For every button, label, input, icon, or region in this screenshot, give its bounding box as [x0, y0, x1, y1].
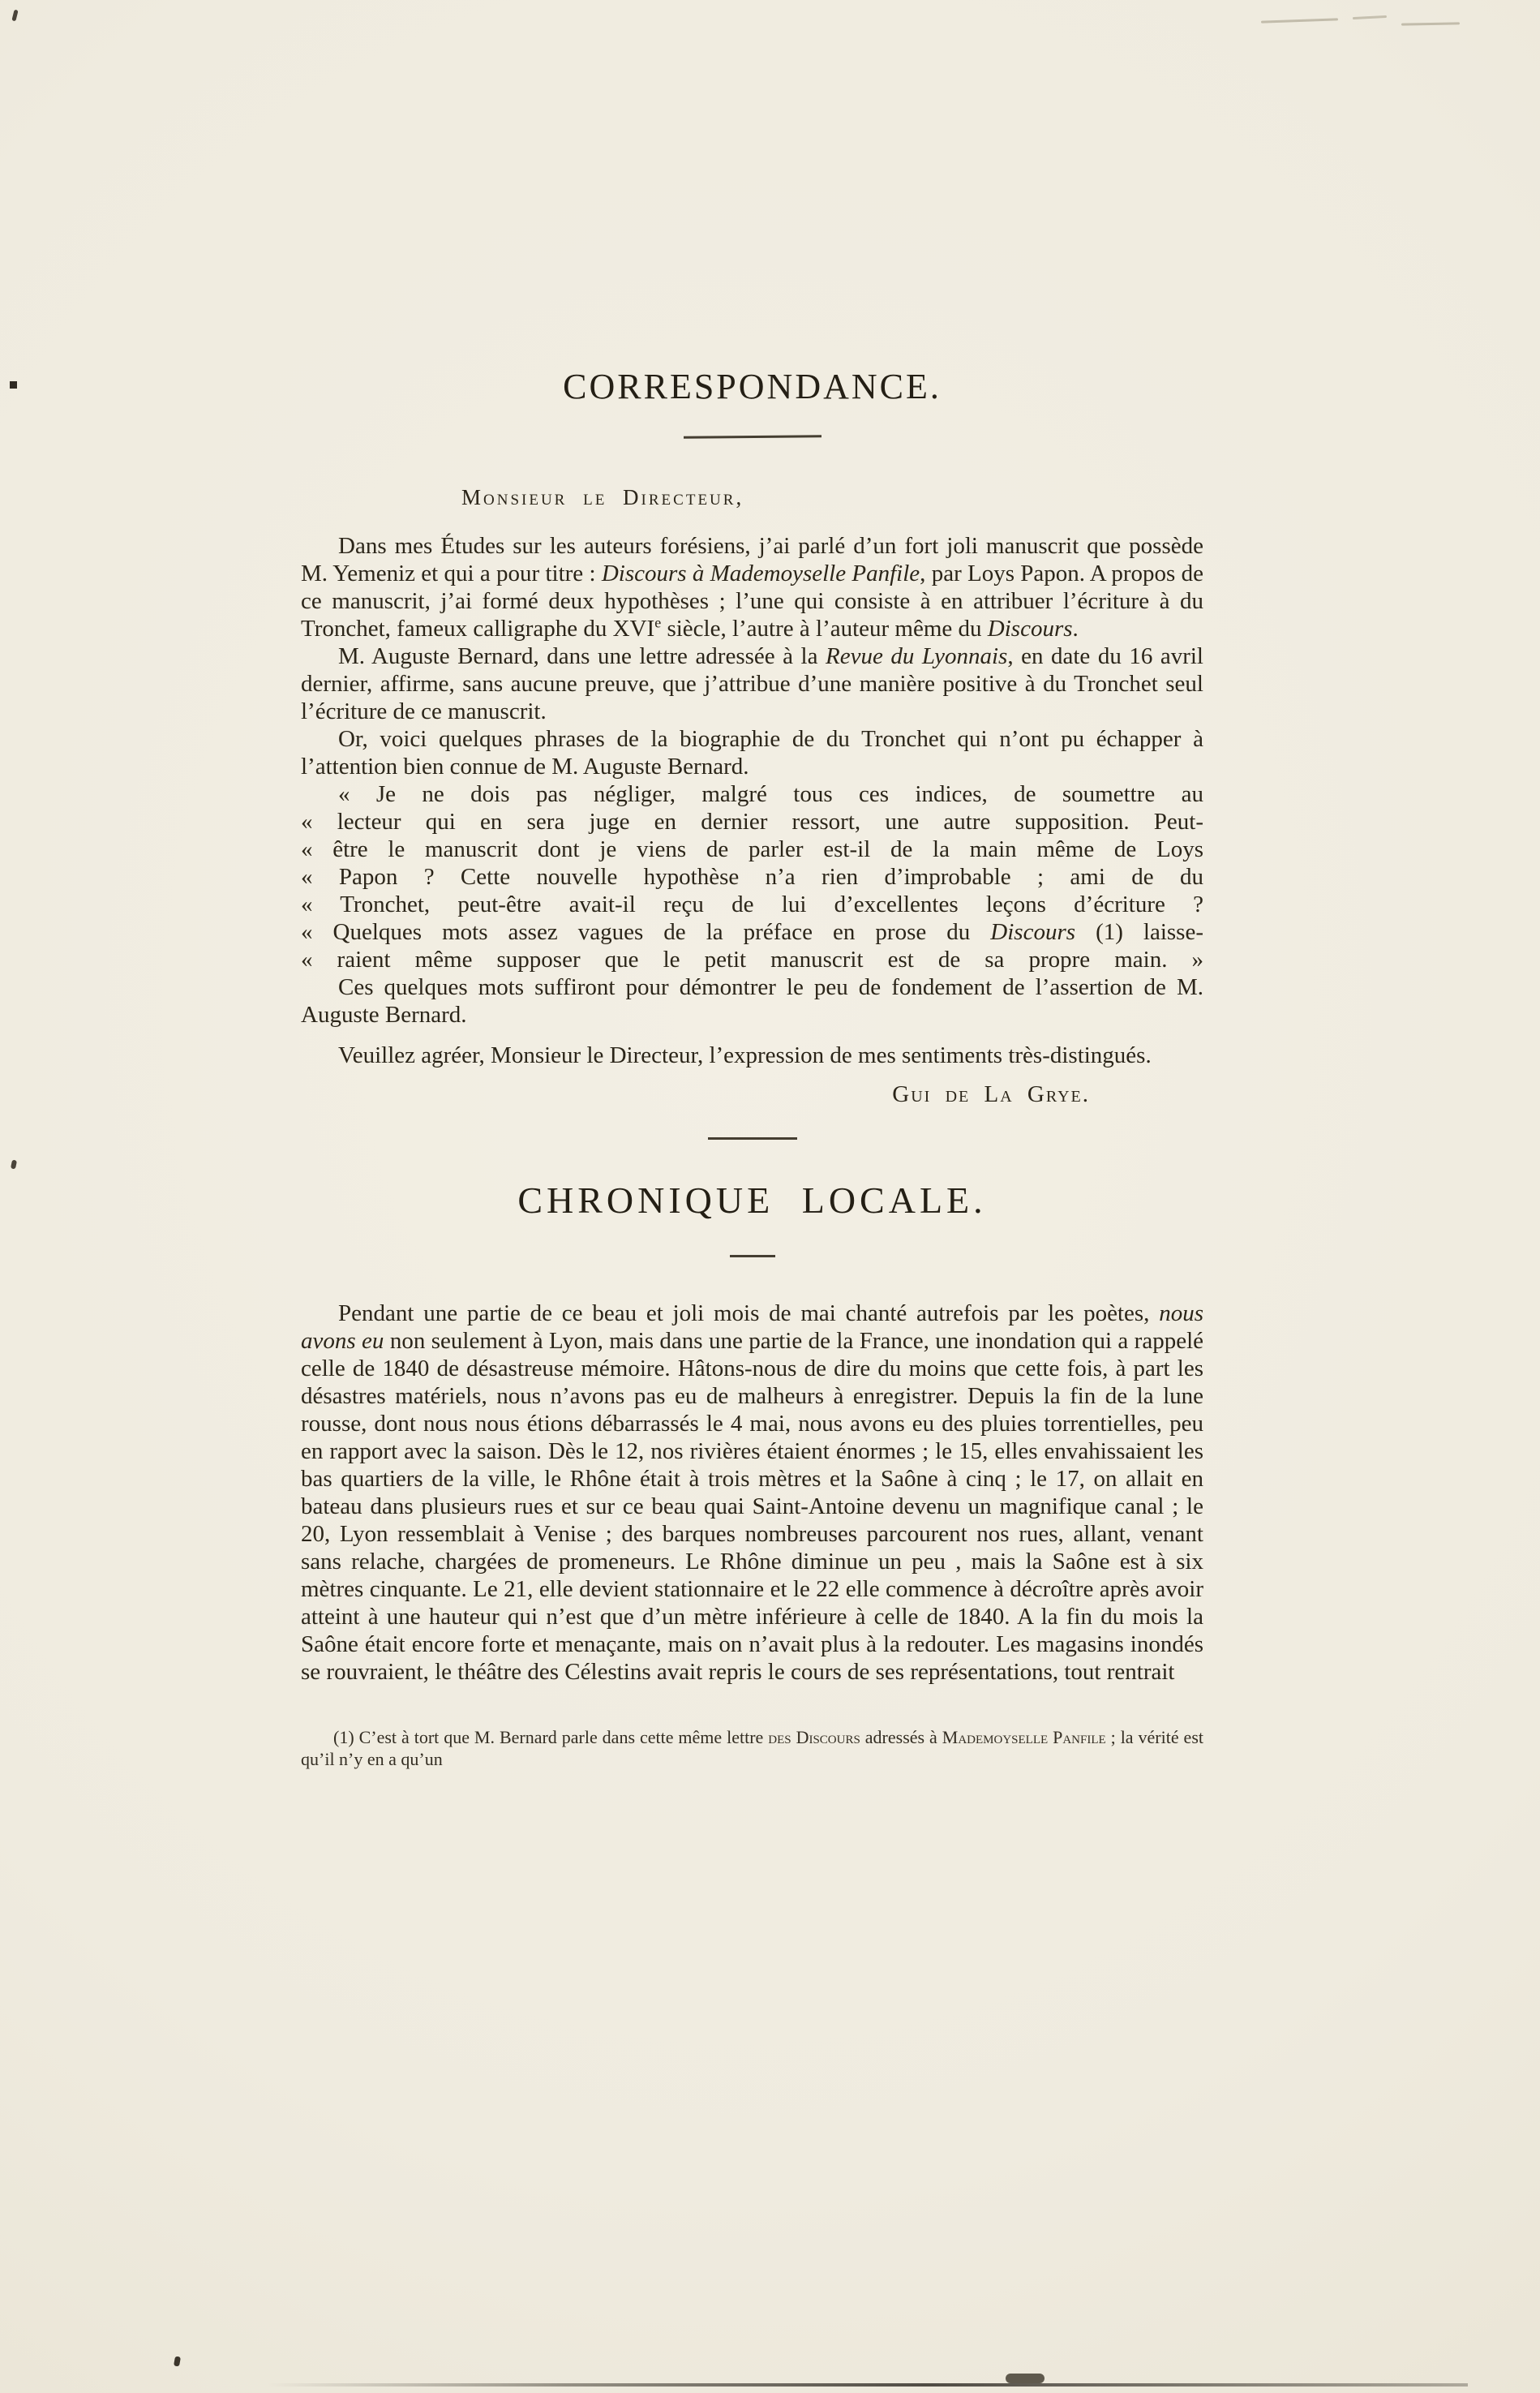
paragraph: Dans mes Études sur les auteurs forésiens, j’ai parlé d’un fort joli manuscrit que possède M. Yemeniz et qui a pour titre : Discours à Mademoyselle Panfile, par Loys Papon. A propos de ce manuscrit, j’ai formé deux hypothèses ; l’une qui consiste à en attribuer l’écriture à du Tronchet, fameux calligraphe du XVIe siècle, l’autre à l’auteur même du Discours. — [301, 533, 1203, 642]
footnote: (1) C’est à tort que M. Bernard parle dans cette même lettre des Discours adressés à Mademoyselle Panfile ; la vérité est qu’il n’y en a qu’un — [301, 1727, 1203, 1769]
pencil-mark — [1261, 18, 1338, 23]
correspondance-title: CORRESPONDANCE. — [563, 367, 942, 406]
scan-artifact-line — [268, 2383, 1468, 2387]
ink-speck — [174, 2356, 181, 2366]
chronique-title: CHRONIQUE LOCALE. — [517, 1179, 987, 1221]
quote-line: « raient même supposer que le petit manuscrit est de sa propre main. » — [301, 947, 1203, 973]
correspondance-section — [301, 369, 1203, 1108]
footnote-section — [301, 1726, 1203, 1770]
paragraph: Or, voici quelques phrases de la biographie de du Tronchet qui n’ont pu échapper à l’attention bien connue de M. Auguste Bernard. — [301, 726, 1203, 780]
pencil-mark — [1401, 22, 1460, 25]
quote-line: « Tronchet, peut-être avait-il reçu de lui d’excellentes leçons d’écriture ? — [301, 891, 1203, 917]
paragraph: M. Auguste Bernard, dans une lettre adressée à la Revue du Lyonnais, en date du 16 avril dernier, affirme, sans aucune preuve, que j’attribue d’une manière positive à du Tronchet seul l’écriture de ce manuscrit. — [301, 643, 1203, 724]
quote-line: « être le manuscrit dont je viens de parler est-il de la main même de Loys — [301, 836, 1203, 862]
paragraph: Pendant une partie de ce beau et joli mois de mai chanté autrefois par les poètes, nous avons eu non seulement à Lyon, mais dans une partie de la France, une inondation qui a rappelé celle de 1840 de désastreuse mémoire. Hâtons-nous de dire du moins que cette fois, à part les désastres matériels, nous n’avons pas eu de malheurs à enregistrer. Depuis la fin de la lune rousse, dont nous nous étions débarrassés le 4 mai, nous avons eu des pluies torrentielles, peu en rapport avec la saison. Dès le 12, nos rivières étaient énormes ; le 15, elles envahissaient les bas quartiers de la ville, le Rhône était à trois mètres et la Saône à cinq ; le 17, on allait en bateau dans plusieurs rues et sur ce beau quai Saint-Antoine devenu un magnifique canal ; le 20, Lyon ressemblait à Venise ; des barques nombreuses parcourent nos rues, allant, venant sans relache, chargées de promeneurs. Le Rhône diminue un peu , mais la Saône est à six mètres cinquante. Le 21, elle devient stationnaire et le 22 elle commence à décroître après avoir atteint à une hauteur qui n’est que d’un mètre inférieure à celle de 1840. A la fin du mois la Saône était encore forte et menaçante, mais on n’avait plus à la redouter. Les magasins inondés se rouvraient, le théâtre des Célestins avait repris le cours de ses représentations, tout rentrait — [301, 1300, 1204, 1685]
scan-artifact-blob — [1006, 2374, 1045, 2383]
paragraph: Veuillez agréer, Monsieur le Directeur, l’expression de mes sentiments très-distingués. — [338, 1042, 1152, 1068]
ink-speck — [11, 10, 18, 22]
letter-body — [301, 532, 1203, 1069]
paragraph: Ces quelques mots suffiront pour démontrer le peu de fondement de l’assertion de M. Auguste Bernard. — [301, 974, 1203, 1028]
title-divider-rule — [683, 435, 821, 438]
quote-line: « Je ne dois pas négliger, malgré tous ces indices, de soumettre au — [338, 781, 1203, 807]
quote-line: « Papon ? Cette nouvelle hypothèse n’a rien d’improbable ; ami de du — [301, 864, 1203, 890]
ink-speck — [11, 1159, 17, 1169]
signature: Gui de La Grye. — [892, 1081, 1090, 1107]
section-divider-rule — [708, 1137, 797, 1140]
page-content — [301, 369, 1203, 1770]
quote-line: « Quelques mots assez vagues de la préface en prose du Discours (1) laisse- — [301, 919, 1203, 945]
chronique-section — [301, 1179, 1204, 1686]
salutation: Monsieur le Directeur, — [461, 485, 744, 509]
quote-line: « lecteur qui en sera juge en dernier ressort, une autre supposition. Peut- — [301, 809, 1203, 835]
pencil-mark — [1353, 15, 1387, 19]
quoted-passage — [301, 780, 1203, 973]
chronique-divider-rule — [730, 1255, 775, 1257]
ink-speck — [10, 381, 17, 389]
